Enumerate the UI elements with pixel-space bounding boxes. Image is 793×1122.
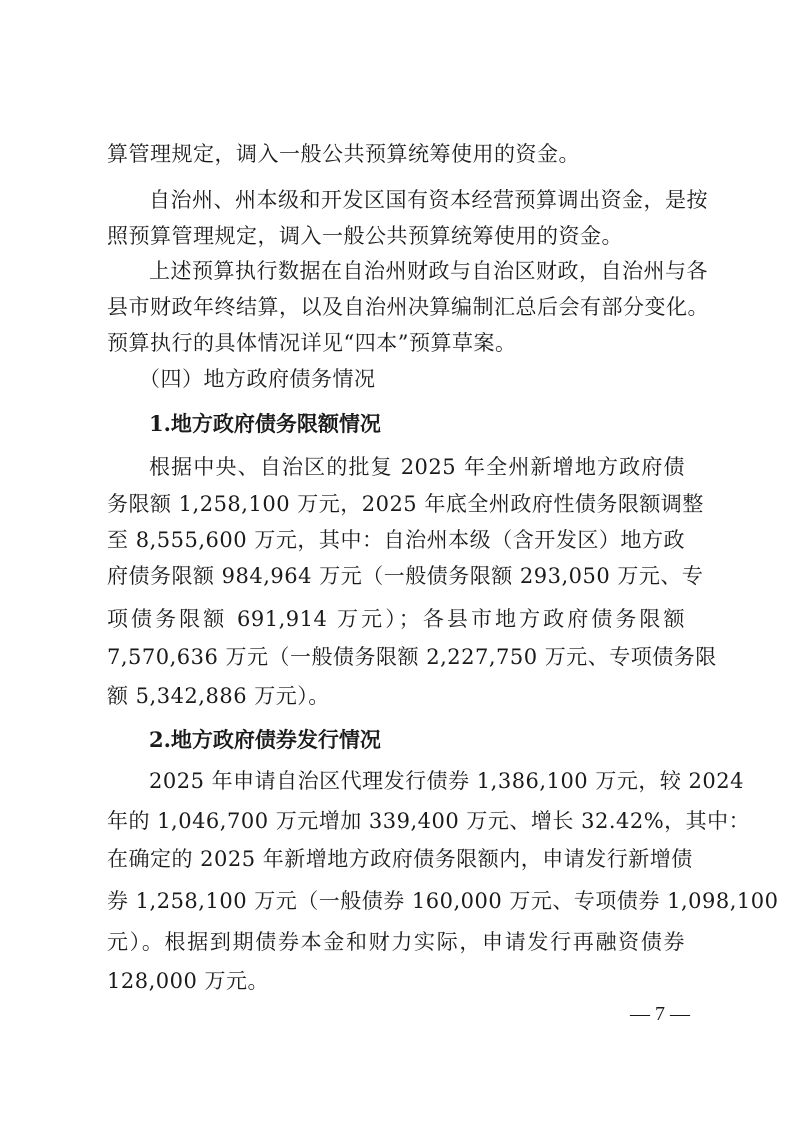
paragraph-line: 务限额 1,258,100 万元，2025 年底全州政府性债务限额调整	[107, 492, 704, 516]
page-number: — 7 —	[630, 1003, 690, 1025]
paragraph-line: 年的 1,046,700 万元增加 339,400 万元、增长 32.42%，其中：	[107, 809, 751, 833]
subsection-heading: 1.地方政府债务限额情况	[149, 411, 381, 436]
paragraph-line: 府债务限额 984,964 万元（一般债务限额 293,050 万元、专	[107, 564, 704, 588]
paragraph-line: 预算执行的具体情况详见“四本”预算草案。	[107, 331, 517, 355]
paragraph-line: 自治州、州本级和开发区国有资本经营预算调出资金，是按	[149, 188, 708, 212]
paragraph-line: 至 8,555,600 万元，其中：自治州本级（含开发区）地方政	[107, 528, 685, 552]
subsection-heading: 2.地方政府债券发行情况	[149, 727, 381, 752]
paragraph-line: 上述预算执行数据在自治州财政与自治区财政，自治州与各	[149, 259, 708, 283]
paragraph-line: 元）。根据到期债券本金和财力实际，申请发行再融资债券	[107, 930, 685, 954]
paragraph-line: 照预算管理规定，调入一般公共预算统筹使用的资金。	[107, 224, 623, 248]
paragraph-line: 券 1,258,100 万元（一般债券 160,000 万元、专项债券 1,098,100	[107, 889, 779, 913]
section-heading: （四）地方政府债务情况	[139, 367, 376, 391]
paragraph-line: 128,000 万元。	[107, 969, 270, 993]
paragraph-line: 算管理规定，调入一般公共预算统筹使用的资金。	[107, 142, 580, 166]
paragraph-line: 项债务限额 691,914 万元）；各县市地方政府债务限额	[107, 607, 685, 631]
paragraph-line: 在确定的 2025 年新增地方政府债务限额内，申请发行新增债	[107, 847, 693, 871]
paragraph-line: 额 5,342,886 万元）。	[107, 684, 330, 708]
paragraph-line: 7,570,636 万元（一般债务限额 2,227,750 万元、专项债务限	[107, 645, 717, 669]
paragraph-line: 根据中央、自治区的批复 2025 年全州新增地方政府债	[149, 455, 685, 479]
paragraph-line: 县市财政年终结算，以及自治州决算编制汇总后会有部分变化。	[107, 295, 709, 319]
paragraph-line: 2025 年申请自治区代理发行债券 1,386,100 万元，较 2024	[149, 769, 744, 793]
